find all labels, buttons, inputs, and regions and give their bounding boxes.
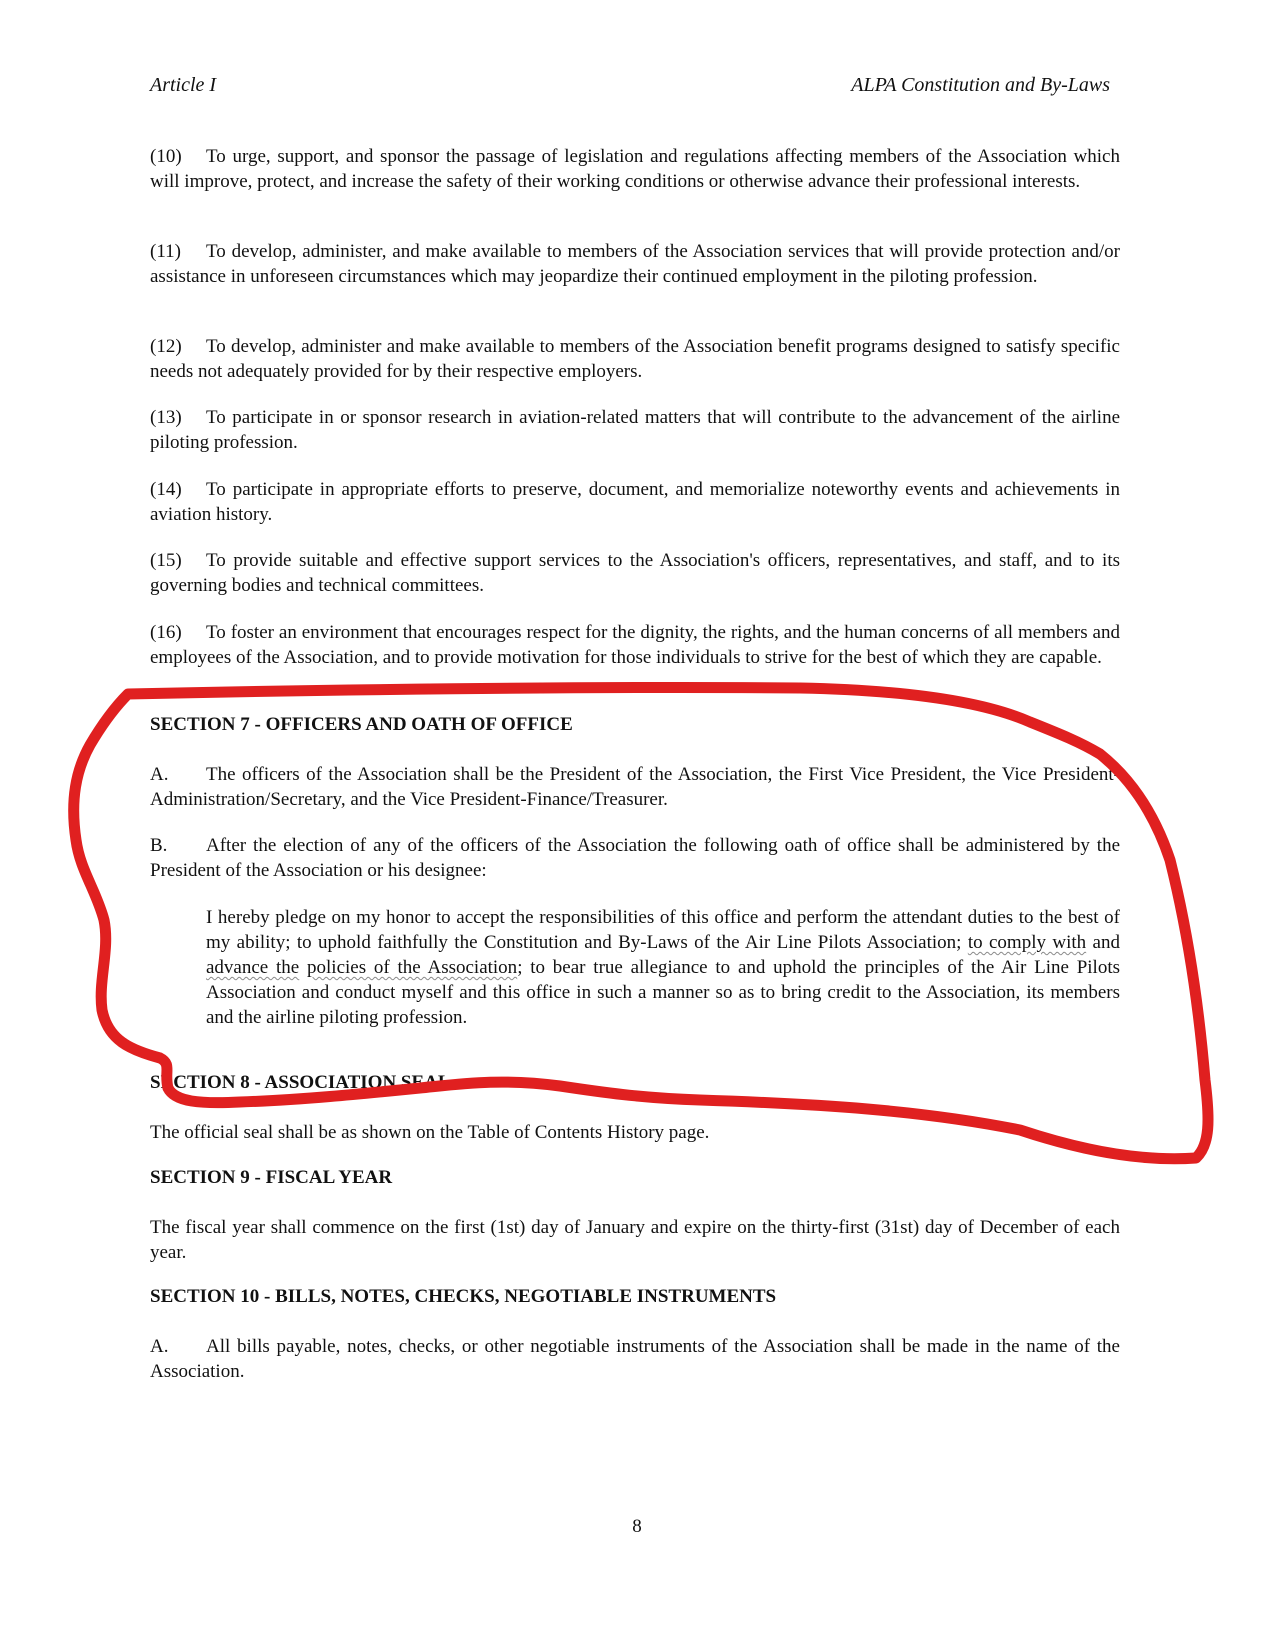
- list-item: [150, 405, 1120, 455]
- item-text: To provide suitable and effective support services to the Association's officers, representatives, and staff, and to its governing bodies and technical committees.: [150, 550, 1120, 596]
- item-text: To participate in or sponsor research in aviation-related matters that will contribute to the advancement of the airline piloting profession.: [150, 407, 1120, 453]
- item-text: To participate in appropriate efforts to preserve, document, and memorialize noteworthy events and achievements in aviation history.: [150, 479, 1120, 525]
- list-item: [150, 548, 1120, 598]
- item-number: (10): [150, 146, 182, 167]
- page-number: 8: [632, 1516, 642, 1537]
- oath-of-office-text: [206, 905, 1120, 1030]
- oath-text-part: ; to bear true allegiance to and uphold the principles of the Air Line Pilots Association and conduct myself and this office in such a manner so as to bring credit to the Association, its members and the airline piloting profession.: [206, 957, 1120, 1028]
- section-9-heading: SECTION 9 - FISCAL YEAR: [150, 1167, 393, 1188]
- oath-text-part: and: [1086, 932, 1120, 953]
- paragraph-text: After the election of any of the officers of the Association the following oath of office shall be administered by the President of the Association or his designee:: [150, 835, 1120, 881]
- list-item: [150, 334, 1120, 384]
- item-text: To develop, administer, and make available to members of the Association services that will provide protection and/or assistance in unforeseen circumstances which may jeopardize their continued employment in the piloting profession.: [150, 241, 1120, 287]
- item-text: To urge, support, and sponsor the passage of legislation and regulations affecting members of the Association which will improve, protect, and increase the safety of their working conditions or otherwise advance their professional interests.: [150, 146, 1120, 192]
- item-number: (14): [150, 479, 182, 500]
- grammar-flagged-phrase: to comply with: [967, 932, 1087, 953]
- section-10-heading: SECTION 10 - BILLS, NOTES, CHECKS, NEGOTIABLE INSTRUMENTS: [150, 1286, 777, 1307]
- item-text: To foster an environment that encourages respect for the dignity, the rights, and the human concerns of all members and employees of the Association, and to provide motivation for those individuals to strive for the best of which they are capable.: [150, 622, 1120, 668]
- paragraph-letter: A.: [150, 1336, 169, 1357]
- section-9-text: The fiscal year shall commence on the first (1st) day of January and expire on the thirty-first (31st) day of December of each year.: [150, 1217, 1120, 1263]
- list-item: [150, 477, 1120, 527]
- item-number: (13): [150, 407, 182, 428]
- oath-text-part: [299, 957, 307, 978]
- paragraph-text: The officers of the Association shall be the President of the Association, the First Vice President, the Vice President-Administration/Secretary, and the Vice President-Finance/Treasurer.: [150, 764, 1120, 810]
- section-8-heading: SECTION 8 - ASSOCIATION SEAL: [150, 1072, 451, 1093]
- item-number: (16): [150, 622, 182, 643]
- grammar-flagged-phrase: advance the: [206, 957, 300, 978]
- header-document-title: ALPA Constitution and By-Laws: [851, 74, 1110, 96]
- grammar-flagged-phrase: policies of the Association: [307, 957, 518, 978]
- section-7-heading: SECTION 7 - OFFICERS AND OATH OF OFFICE: [150, 714, 573, 735]
- paragraph-letter: A.: [150, 764, 169, 785]
- oath-text-part: I hereby pledge on my honor to accept the responsibilities of this office and perform the attendant duties to the best of my ability; to uphold faithfully the Constitution and By-Laws of the Air Line Pilots Association;: [206, 907, 1120, 953]
- list-item: [150, 620, 1120, 670]
- item-text: To develop, administer and make available to members of the Association benefit programs designed to satisfy specific needs not adequately provided for by their respective employers.: [150, 336, 1120, 382]
- section-8-text: The official seal shall be as shown on the Table of Contents History page.: [150, 1122, 710, 1143]
- section-7-paragraph-b: [150, 833, 1120, 883]
- section-7-paragraph-a: [150, 762, 1120, 812]
- header-article: Article I: [150, 74, 217, 96]
- list-item: [150, 239, 1120, 289]
- section-10-paragraph-a: [150, 1334, 1120, 1384]
- paragraph-text: All bills payable, notes, checks, or other negotiable instruments of the Association shall be made in the name of the Association.: [150, 1336, 1120, 1382]
- item-number: (11): [150, 241, 181, 262]
- item-number: (15): [150, 550, 182, 571]
- item-number: (12): [150, 336, 182, 357]
- paragraph-letter: B.: [150, 835, 168, 856]
- list-item: [150, 144, 1120, 194]
